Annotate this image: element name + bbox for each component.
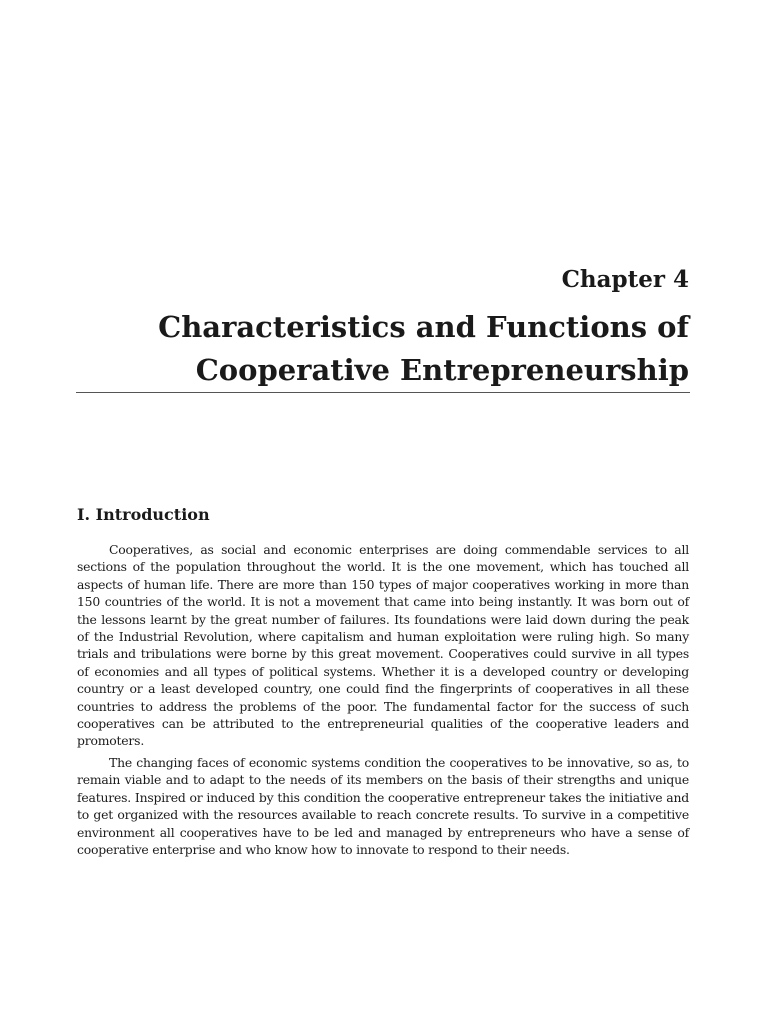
- paragraph: The changing faces of economic systems condition the cooperatives to be innovative, so as, to remain viable and to adapt to the needs of its members on the basis of their strengths and unique features. Inspired or induced by this condition the cooperative entrepreneur takes the initiative and to get organized with the resources available to reach concrete results. To survive in a competitive environment all cooperatives have to be led and managed by entrepreneurs who have a sense of cooperative enterprise and who know how to innovate to respond to their needs.: [77, 754, 689, 857]
- chapter-number: Chapter 4: [561, 266, 689, 293]
- section-body: [77, 541, 689, 862]
- chapter-title: Characteristics and Functions of Cooperative Entrepreneurship: [158, 310, 689, 387]
- section-heading: I. Introduction: [77, 505, 210, 524]
- paragraph: Cooperatives, as social and economic enterprises are doing commendable services to all sections of the population throughout the world. It is the one movement, which has touched all aspects of human life. There are more than 150 types of major cooperatives working in more than 150 countries of the world. It is not a movement that came into being instantly. It was born out of the lessons learnt by the great number of failures. Its foundations were laid down during the peak of the Industrial Revolution, where capitalism and human exploitation were ruling high. So many trials and tribulations were borne by this great movement. Cooperatives could survive in all types of economies and all types of political systems. Whether it is a developed country or developing country or a least developed country, one could find the fingerprints of cooperatives in all these countries to address the problems of the poor. The fundamental factor for the success of such cooperatives can be attributed to the entrepreneurial qualities of the cooperative leaders and promoters.: [77, 542, 689, 749]
- title-divider: [76, 392, 690, 393]
